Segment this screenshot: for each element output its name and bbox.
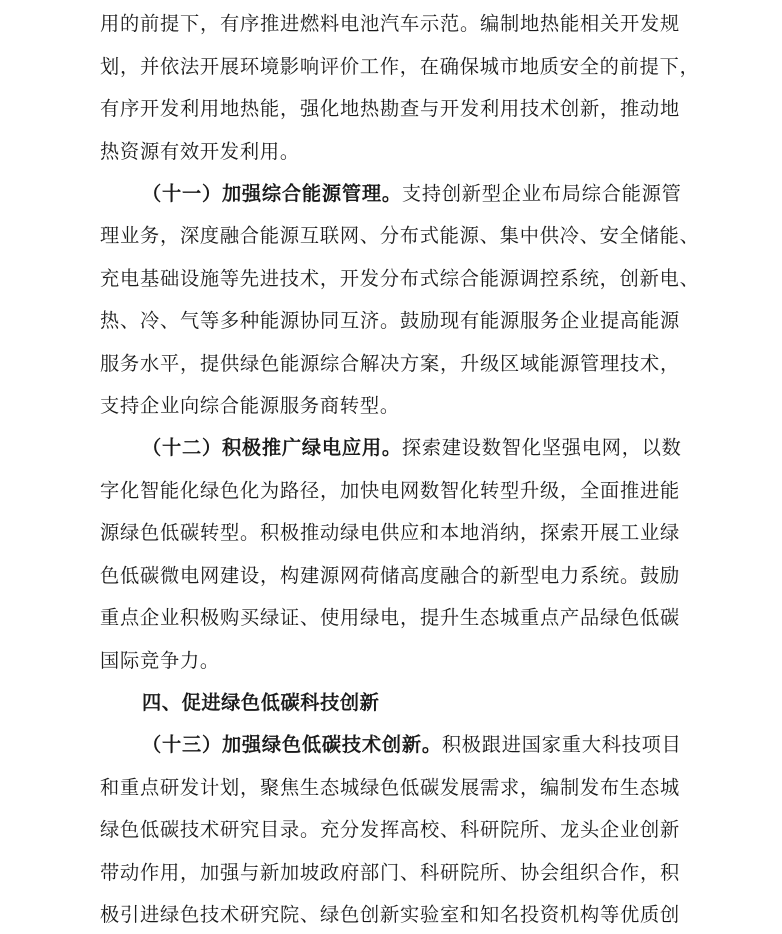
paragraph-line: 有序开发利用地热能，强化地热勘查与开发利用技术创新，推动地 xyxy=(100,97,680,120)
paragraph-line: 色低碳微电网建设，构建源网荷储高度融合的新型电力系统。鼓励 xyxy=(100,564,680,587)
paragraph-line: 带动作用，加强与新加坡政府部门、科研院所、协会组织合作，积 xyxy=(100,861,680,884)
section-heading: 四、促进绿色低碳科技创新 xyxy=(142,691,380,714)
paragraph-line: 用的前提下，有序推进燃料电池汽车示范。编制地热能相关开发规 xyxy=(100,12,680,35)
paragraph-line: 热资源有效开发利用。 xyxy=(100,140,300,163)
item-11-lead: （十一）加强综合能源管理。 xyxy=(142,182,402,205)
paragraph-line: 划，并依法开展环境影响评价工作，在确保城市地质安全的前提下， xyxy=(100,55,700,78)
item-11-first-rest: 支持创新型企业布局综合能源管 xyxy=(401,182,682,205)
item-12-lead: （十二）积极推广绿电应用。 xyxy=(142,436,402,459)
paragraph-first-line xyxy=(142,175,680,213)
paragraph-line: 理业务，深度融合能源互联网、分布式能源、集中供冷、安全储能、 xyxy=(100,224,700,247)
paragraph-line: 字化智能化绿色化为路径，加快电网数智化转型升级，全面推进能 xyxy=(100,479,680,502)
paragraph-line: 热、冷、气等多种能源协同互济。鼓励现有能源服务企业提高能源 xyxy=(100,309,680,332)
paragraph-line: 和重点研发计划，聚焦生态城绿色低碳发展需求，编制发布生态城 xyxy=(100,776,680,799)
paragraph-line: 支持企业向综合能源服务商转型。 xyxy=(100,394,400,417)
paragraph-line: 绿色低碳技术研究目录。充分发挥高校、科研院所、龙头企业创新 xyxy=(100,818,680,841)
paragraph-line: 充电基础设施等先进技术，开发分布式综合能源调控系统，创新电、 xyxy=(100,267,700,290)
item-12-first-rest: 探索建设数智化坚强电网，以数 xyxy=(401,436,682,459)
paragraph-line: 源绿色低碳转型。积极推动绿电供应和本地消纳，探索开展工业绿 xyxy=(100,521,680,544)
paragraph-first-line xyxy=(142,726,680,764)
paragraph-line: 国际竞争力。 xyxy=(100,649,220,672)
paragraph-first-line xyxy=(142,429,680,467)
paragraph-line: 极引进绿色技术研究院、绿色创新实验室和知名投资机构等优质创 xyxy=(100,903,680,926)
item-13-first-rest: 积极跟进国家重大科技项目 xyxy=(441,733,682,756)
paragraph-line: 重点企业积极购买绿证、使用绿电，提升生态城重点产品绿色低碳 xyxy=(100,606,680,629)
paragraph-line: 服务水平，提供绿色能源综合解决方案，升级区域能源管理技术， xyxy=(100,352,680,375)
item-13-lead: （十三）加强绿色低碳技术创新。 xyxy=(142,733,442,756)
